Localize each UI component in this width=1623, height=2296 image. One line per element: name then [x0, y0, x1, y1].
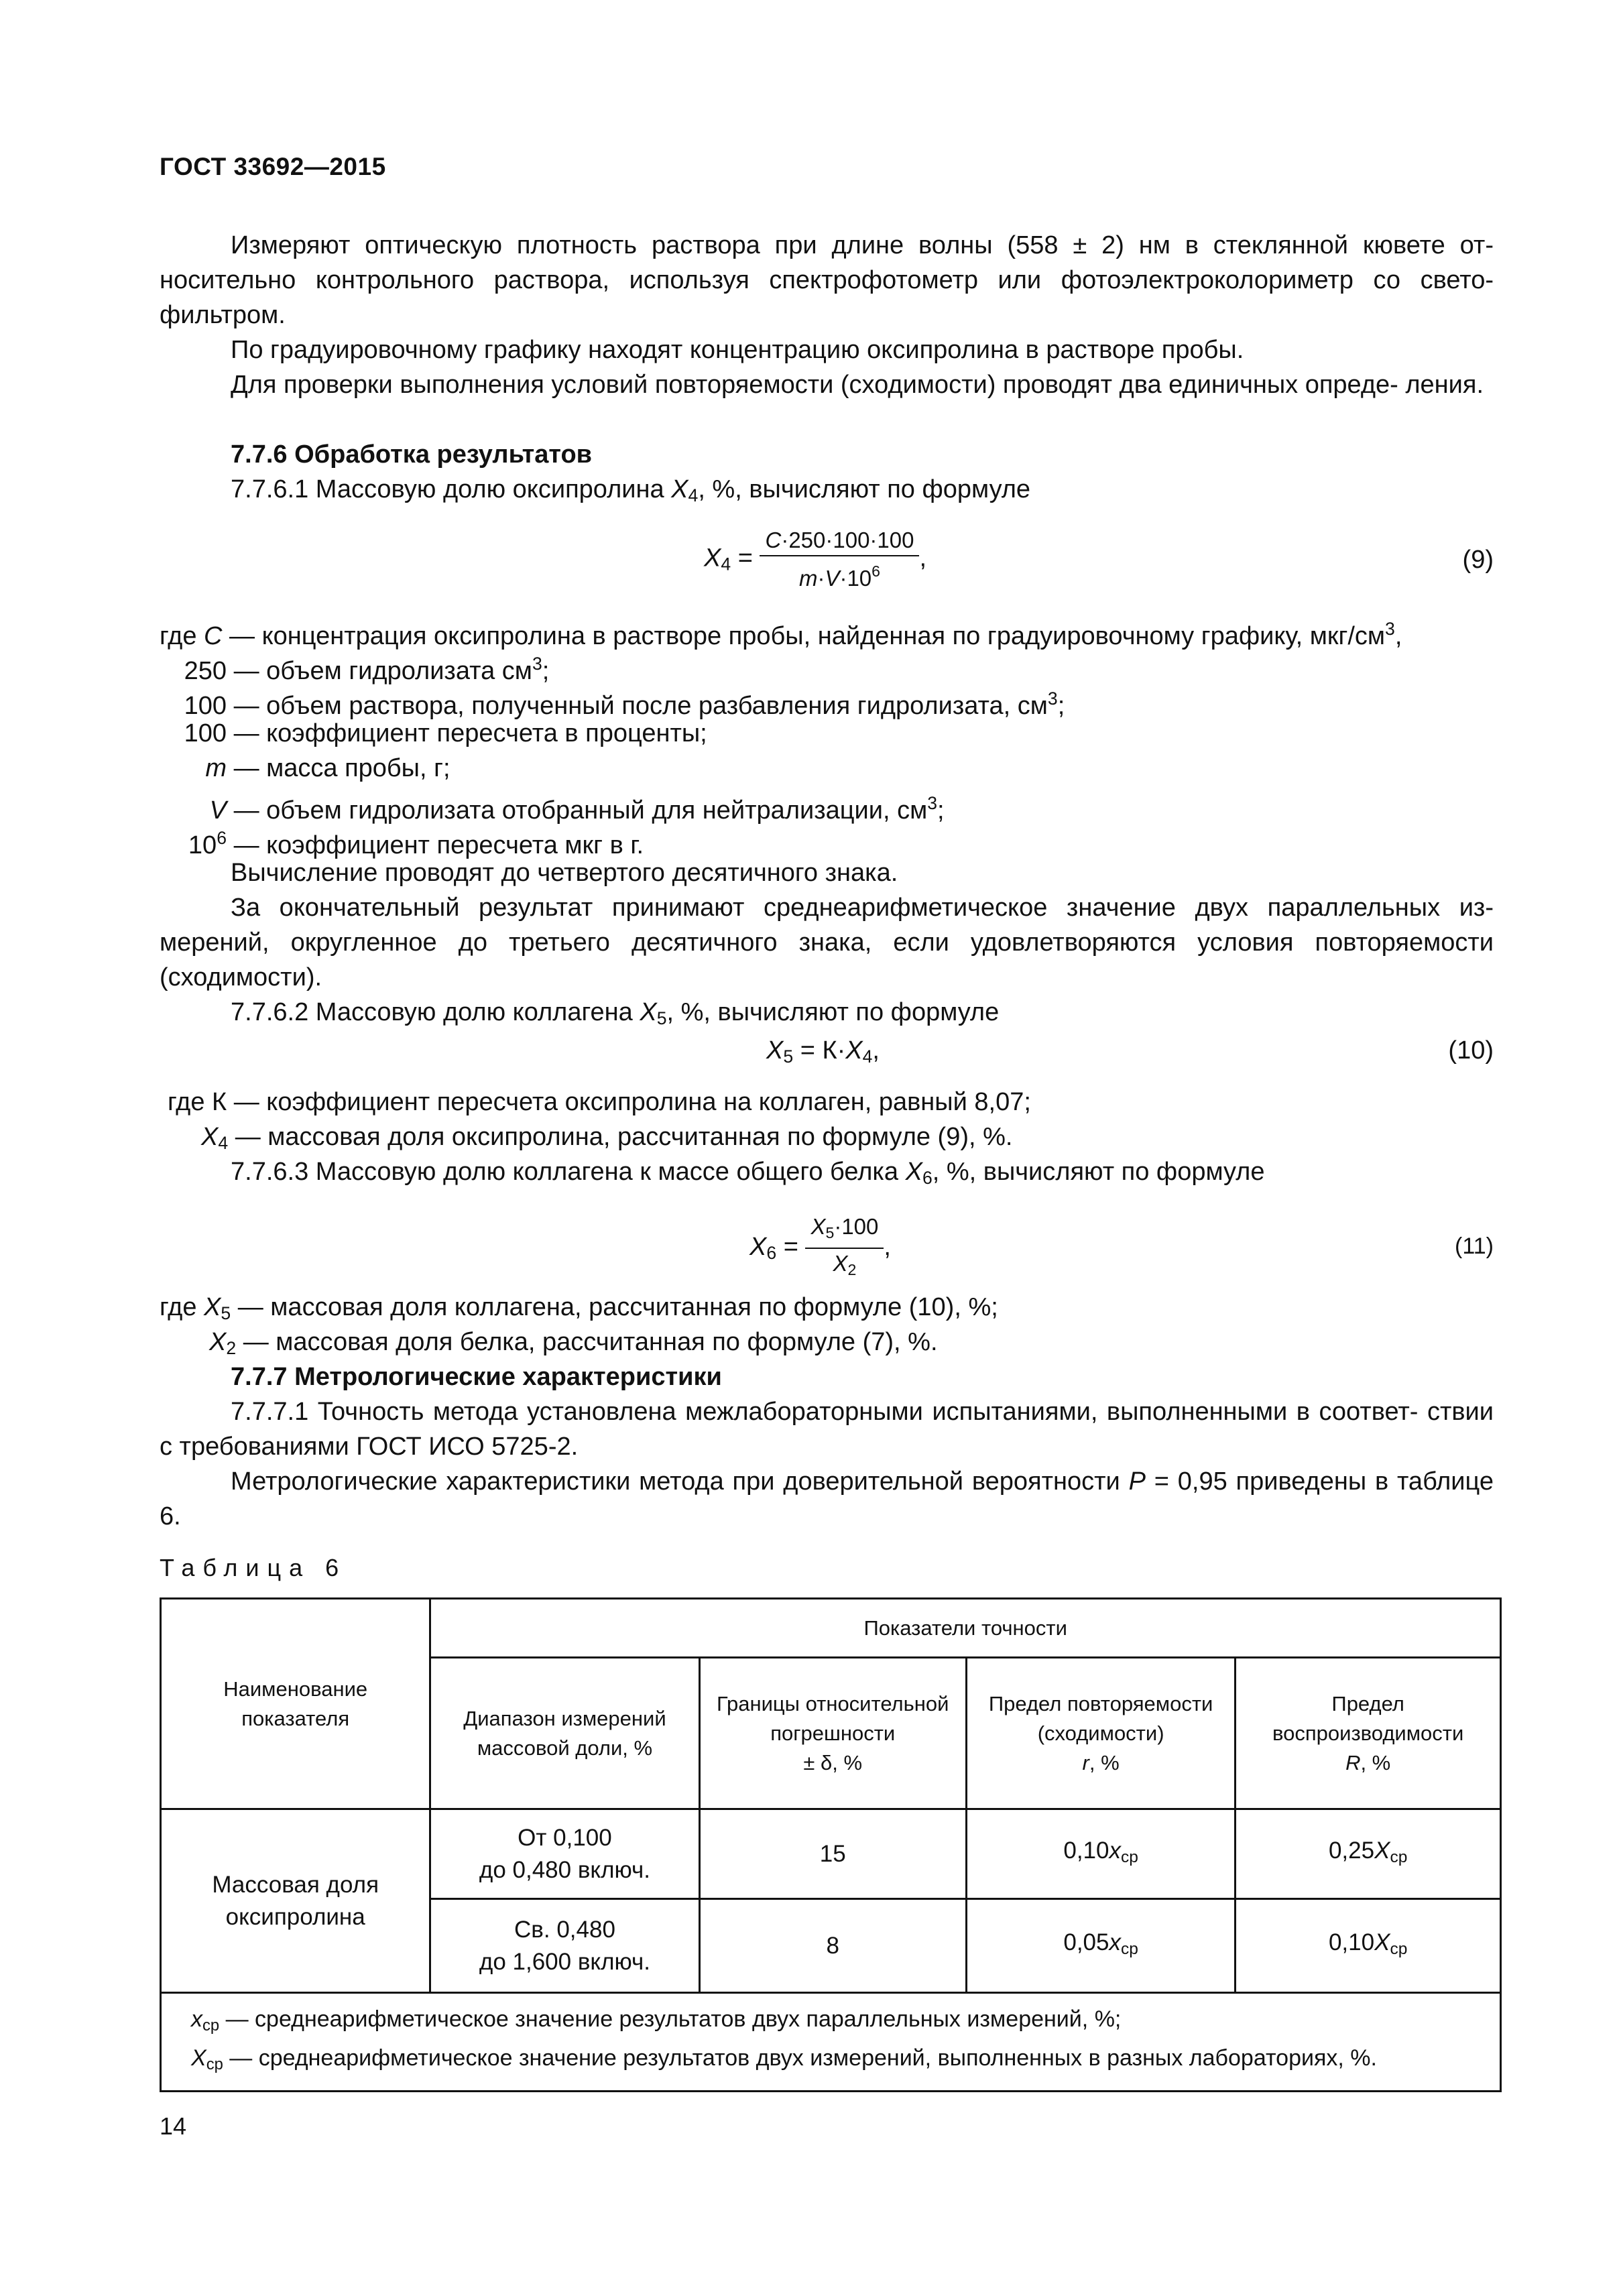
section-heading-7-7-6: 7.7.6 Обработка результатов [231, 440, 593, 469]
note-var: X [191, 2045, 206, 2071]
formula-9-lhs-sub: 4 [721, 554, 731, 575]
paragraph-7-7-7-1: 7.7.7.1 Точность метода установлена межлабораторными испытаниями, выполненными в соответ- ствии с требованиями ГОСТ ИСО 5725-2. [160, 1398, 1494, 1461]
formula-11-denominator [805, 1249, 884, 1283]
header-reproducibility-unit: , % [1360, 1750, 1391, 1774]
formula-11-den-sub: 2 [847, 1261, 857, 1278]
header-repeatability-var: r [1082, 1750, 1089, 1774]
equation-number-9: (9) [1462, 546, 1494, 574]
formula-11-comma: , [884, 1233, 891, 1262]
formula-9 [704, 527, 926, 592]
equation-number-11: (11) [1455, 1233, 1494, 1259]
cell-repeatability [966, 1809, 1235, 1899]
header-bounds-text: Границы относительной погрешности [716, 1691, 949, 1745]
header-repeatability-text: Предел повторяемости (сходимости) [988, 1691, 1213, 1745]
header-bounds [699, 1658, 966, 1809]
legend-text: — концентрация оксипролина в растворе пробы, найденная по градуировочному графику, мкг/см [229, 622, 1386, 650]
legend-symbol: X [201, 1123, 219, 1151]
cell-coef: 0,10 [1063, 1837, 1109, 1864]
formula-11-lhs: X [749, 1233, 767, 1262]
paragraph-7-7-6-3-tail: , %, вычисляют по формуле [932, 1158, 1265, 1186]
header-repeatability [966, 1658, 1235, 1809]
cell-range [430, 1809, 699, 1899]
formula-11-numerator [805, 1213, 884, 1249]
legend-row-k [168, 1085, 1031, 1120]
legend-symbol: X [204, 1293, 221, 1321]
paragraph-7-7-6-1 [160, 472, 1494, 513]
cell-sub: ср [1120, 1939, 1138, 1958]
note-sub: ср [202, 2016, 220, 2035]
formula-11-num-var: X [810, 1214, 826, 1239]
paragraph-repeatability-check: Для проверки выполнения условий повторяемости (сходимости) проводят два единичных опреде- ления. [231, 371, 1484, 399]
table-notes [161, 1993, 1501, 2092]
cell-sub: ср [1120, 1848, 1138, 1866]
legend-symbol: 100 [184, 719, 227, 747]
legend-text: — коэффициент пересчета мкг в г. [233, 831, 644, 859]
paragraph-7-7-6-2 [160, 995, 1494, 1036]
formula-9-lhs: X [704, 544, 721, 572]
cell-var: X [1374, 1837, 1390, 1864]
legend-symbol: 250 [184, 657, 227, 685]
cell-reproducibility [1236, 1809, 1501, 1899]
cell-range-from: От 0,100 [518, 1824, 612, 1851]
legend-prefix: где [160, 1293, 197, 1321]
cell-bound: 8 [699, 1899, 966, 1993]
header-bounds-symbol: ± δ, % [803, 1750, 863, 1774]
formula-10 [766, 1036, 880, 1067]
paragraph-7-7-6-3 [160, 1154, 1494, 1195]
paragraph-measure-optical-density: Измеряют оптическую плотность раствора при длине волны (558 ± 2) нм в стеклянной кювете от- носительно контрольного раствора, используя спектрофотометр или фотоэлектроколориметр со свето- фильтром. [160, 231, 1494, 329]
legend-prefix: где [168, 1088, 205, 1116]
note-var: x [191, 2006, 202, 2032]
legend-row-m [160, 751, 450, 786]
legend-sup: 3 [1047, 688, 1058, 709]
legend-symbol-sup: 6 [217, 828, 227, 848]
formula-10-lhs: X [766, 1036, 784, 1065]
note-x-cp [191, 2003, 1470, 2042]
legend-sub: 5 [221, 1303, 231, 1323]
table-row [161, 1809, 1501, 1899]
header-reproducibility-var: R [1345, 1750, 1361, 1774]
table-notes-row [161, 1993, 1501, 2092]
header-indicator-name: Наименование показателя [161, 1599, 430, 1809]
table-header-row-1 [161, 1599, 1501, 1658]
header-accuracy-group: Показатели точности [430, 1599, 1501, 1658]
formula-10-tail: , [872, 1036, 880, 1065]
cell-var: X [1374, 1929, 1390, 1955]
legend-symbol: V [209, 796, 227, 825]
legend-text: — массовая доля белка, рассчитанная по формуле (7), %. [243, 1328, 938, 1356]
formula-10-rhs: X [845, 1036, 863, 1065]
legend-tail: ; [1057, 692, 1065, 720]
equals-sign: = [783, 1233, 798, 1262]
legend-sub: 4 [218, 1133, 229, 1153]
note-sub: ср [206, 2055, 223, 2073]
legend-symbol: К [212, 1088, 227, 1116]
formula-11-num-tail: ·100 [834, 1214, 879, 1239]
variable-subscript: 4 [688, 485, 699, 505]
formula-9-den-sup: 6 [871, 562, 881, 580]
legend-text: — коэффициент пересчета оксипролина на коллаген, равный 8,07; [233, 1088, 1031, 1116]
legend-text: — коэффициент пересчета в проценты; [233, 719, 707, 747]
formula-9-comma: , [919, 544, 927, 572]
legend-text: — масса пробы, г; [233, 754, 450, 782]
formula-11-lhs-sub: 6 [766, 1243, 777, 1264]
cell-sub: ср [1390, 1848, 1408, 1866]
cell-var: x [1109, 1929, 1121, 1955]
formula-9-num-rest: ·250·100·100 [781, 528, 914, 552]
legend-text: — объем гидролизата отобранный для нейтрализации, см [233, 796, 928, 825]
legend-tail: , [1394, 622, 1402, 650]
formula-11-fraction [805, 1213, 884, 1283]
legend-symbol: C [204, 622, 223, 650]
legend-prefix: где [160, 622, 197, 650]
legend-tail: ; [937, 796, 945, 825]
metrology-table [160, 1597, 1502, 2092]
equation-number-10: (10) [1448, 1036, 1494, 1065]
legend-symbol: m [205, 754, 227, 782]
paragraph-metrology-text: Метрологические характеристики метода при доверительной вероятности [231, 1467, 1120, 1496]
paragraph-7-7-6-2-text: 7.7.6.2 Массовую долю коллагена [231, 998, 633, 1026]
legend-sup: 3 [532, 654, 542, 674]
legend-text: — объем гидролизата см [233, 657, 532, 685]
legend-sub: 2 [226, 1338, 237, 1358]
cell-indicator-name: Массовая доля оксипролина [161, 1809, 430, 1993]
paragraph-metrology-tail: = 0,95 приведены в таблице 6. [160, 1467, 1494, 1530]
document-id: ГОСТ 33692—2015 [160, 153, 386, 180]
formula-10-rhs-sub: 4 [862, 1046, 873, 1067]
legend-text: — массовая доля оксипролина, рассчитанная по формуле (9), %. [235, 1123, 1013, 1151]
table-caption: Таблица 6 [160, 1554, 347, 1581]
header-range: Диапазон измерений массовой доли, % [430, 1658, 699, 1809]
cell-repeatability [966, 1899, 1235, 1993]
cell-range-to: до 1,600 включ. [479, 1948, 650, 1975]
formula-11-den-var: X [833, 1251, 848, 1276]
legend-text: — объем раствора, полученный после разбавления гидролизата, см [233, 692, 1048, 720]
variable-subscript: 6 [922, 1168, 933, 1188]
note-X-cp [191, 2042, 1470, 2081]
cell-coef: 0,10 [1328, 1929, 1375, 1955]
legend-symbol: 10 [188, 831, 217, 859]
variable-p: P [1128, 1467, 1146, 1496]
paragraph-metrology [160, 1464, 1494, 1534]
formula-10-mid: = К· [793, 1036, 846, 1065]
paragraph-final-result: За окончательный результат принимают среднеарифметическое значение двух параллельных из- мерений, округленное до третьего десятичного знака, если удовлетворяются условия повторяемости (сходимости). [160, 894, 1494, 991]
formula-10-lhs-sub: 5 [783, 1046, 794, 1067]
cell-coef: 0,25 [1328, 1837, 1375, 1864]
cell-range [430, 1899, 699, 1993]
paragraph-7-7-6-3-text: 7.7.6.3 Массовую долю коллагена к массе общего белка [231, 1158, 899, 1186]
variable-subscript: 5 [656, 1008, 667, 1028]
legend-symbol: 100 [184, 692, 227, 720]
header-reproducibility [1236, 1658, 1501, 1809]
header-reproducibility-text: Предел воспроизводимости [1272, 1691, 1464, 1745]
legend-row-100-percent [160, 716, 707, 751]
legend-tail: ; [542, 657, 550, 685]
formula-9-denominator: $m\cdot V\cdot 10^6$ [798, 562, 881, 591]
equals-sign: = [737, 544, 753, 572]
formula-11-num-sub: 5 [825, 1224, 835, 1242]
cell-var: x [1109, 1837, 1121, 1864]
paragraph-7-7-6-1-text: 7.7.6.1 Массовую долю оксипролина [231, 475, 664, 503]
cell-reproducibility [1236, 1899, 1501, 1993]
header-repeatability-unit: , % [1089, 1750, 1120, 1774]
note-text: — среднеарифметическое значение результатов двух измерений, выполненных в разных лабораториях, %. [223, 2045, 1377, 2071]
cell-bound: 15 [699, 1809, 966, 1899]
cell-coef: 0,05 [1063, 1929, 1109, 1955]
formula-11 [749, 1213, 891, 1283]
legend-sup: 3 [1385, 619, 1395, 639]
legend-text: — массовая доля коллагена, рассчитанная по формуле (10), %; [237, 1293, 998, 1321]
paragraph-calc-precision: Вычисление проводят до четвертого десятичного знака. [231, 859, 898, 887]
legend-symbol: X [209, 1328, 227, 1356]
cell-sub: ср [1390, 1939, 1408, 1958]
formula-9-numerator: C·250·100·100 [760, 527, 919, 556]
cell-range-to: до 0,480 включ. [479, 1856, 650, 1883]
paragraph-7-7-6-1-tail: , %, вычисляют по формуле [698, 475, 1031, 503]
paragraph-7-7-6-2-tail: , %, вычисляют по формуле [666, 998, 1000, 1026]
section-heading-7-7-7: 7.7.7 Метрологические характеристики [231, 1363, 722, 1391]
variable-x: X [905, 1158, 922, 1186]
page-number: 14 [160, 2112, 187, 2140]
formula-9-fraction [760, 527, 919, 592]
cell-range-from: Св. 0,480 [514, 1916, 615, 1943]
note-text: — среднеарифметическое значение результатов двух параллельных измерений, %; [219, 2006, 1122, 2032]
legend-sup: 3 [927, 793, 938, 813]
variable-x: X [671, 475, 688, 503]
variable-x: X [640, 998, 657, 1026]
paragraph-calibration-graph: По градуировочному графику находят концентрацию оксипролина в растворе пробы. [231, 336, 1244, 364]
